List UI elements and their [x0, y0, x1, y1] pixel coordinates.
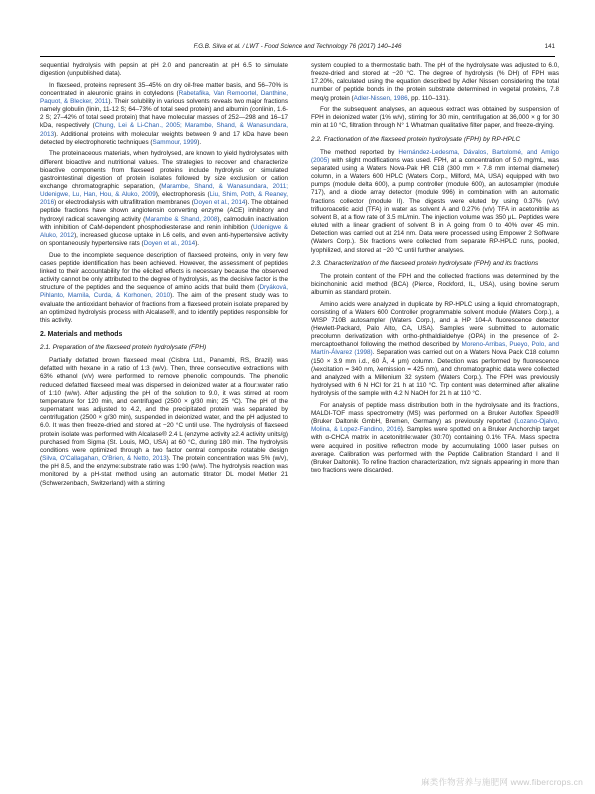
citation-link[interactable]: Sammour, 1999 — [152, 138, 198, 146]
paragraph — [311, 62, 559, 103]
paragraph — [40, 82, 288, 147]
text: ), increased glucose uptake in L6 cells, and even anti-hypertensive activity on spontaneously hypertensive rats ( — [40, 231, 288, 248]
paragraph — [40, 252, 288, 325]
text: ), calmodulin inactivation with inhibition of CaM-dependent phosphodiesterase and renin inhibition ( — [40, 215, 289, 231]
citation-link[interactable]: Doyen et al., 2014 — [193, 199, 246, 207]
paragraph — [311, 149, 559, 255]
text: . Separation was carried out on a Waters Nova Pack C18 column (150 × 3.9 mm i.d., 60 Å, 4 μm) column. Detection was performed by fluorescence (λexcitation = 340 nm, λemission = 425 nm), and chromatographic data were collected and analyzed with a Millenium 32 system (Waters Corp.). The FPH was previously hydrolysed with 6 N HCl for 21 h at 110 °C. Trp content was determined after alkaline hydrolysis of the sample with 4.2 N NaOH for 21 h at 110 °C. — [311, 349, 560, 398]
citation-link[interactable]: Rabetafika, Van Remoortel, Danthine, Paquot, & Blecker, 2011 — [40, 89, 288, 106]
text: The proteinaceous materials, when hydrolysed, are known to yield hydrolysates with different bioactive and nutritional values. The strategies to recover and characterize bioactive components from flaxseed proteins include hydrolysis or simulated gastrointestinal digestion of protein isolates followed by size exclusion or cation exchange chromatographic separation, ( — [40, 150, 288, 190]
running-header — [40, 43, 555, 55]
text: , pp. 110–131). — [407, 94, 450, 102]
text: For the subsequent analyses, an aqueous extract was obtained by suspension of FPH in deionized water (1% w/v), stirring for 30 min, centrifugation at 36,000 × g for 30 min at 10 °C, filtration through N° 1 Whatman qualitative filter paper, and freeze-drying. — [311, 106, 559, 130]
header-rule — [40, 56, 555, 57]
text: ) or electrodialysis with ultrafiltration membranes ( — [54, 199, 194, 207]
text: ), electrophoresis ( — [155, 191, 210, 199]
text: The method reported by — [320, 148, 399, 156]
text: ). The aim of the present study was to evaluate the antioxidant behavior of fractions from a flaxseed protein isolate prepared by an optimized hydrolysis process with Alcalase®, and to identify peptides responsible for this activity. — [40, 292, 288, 324]
text: In flaxseed, proteins represent 35–45% on dry oil-free matter basis, and 56–70% is concentrated in aleuronic grains in cotyledons ( — [40, 81, 288, 97]
paragraph — [40, 357, 288, 488]
subsection-heading: 2.2. Fractionation of the flaxseed protein hydrolysate (FPH) by RP-HPLC — [311, 135, 521, 143]
right-column — [311, 62, 559, 479]
paragraph — [40, 62, 288, 78]
text: ). Samples were spotted on a Bruker Anchorchip target with α-CHCA matrix in acetonitrile:water (30:70) containing 0.1% TFA. Mass spectra were acquired in positive reflectron mode by accumulating 1000 laser pulses on average. Calibration was performed with the Peptide Calibration Standard I and II (Bruker Daltonik). To refine fraction characterization, m/z signals appearing in more than two fractions were discarded. — [311, 426, 559, 475]
text: Amino acids were analyzed in duplicate by RP-HPLC using a liquid chromatograph, consisting of a Waters 600 Controller programmable solvent module (Waters Corp.), a WISP 710B autosampler (Waters Corp.), and a HP 104-A fluorescence detector (Hewlett-Packard, Palo Alto, CA, USA). Samples were submitted to automatic precolumn derivatization with ortho-phthaldialdehye (OPA) in the presence of 2-mercaptoethanol following the method described by — [311, 300, 559, 349]
text: Partially defatted brown flaxseed meal (Cisbra Ltd., Panambi, RS, Brazil) was defatted with hexane in a ratio of 1:3 (w/v). Then, three consecutive extractions with 63% ethanol (v/v) were performed to remove phenolic compounds. The phenolic reduced defatted flaxseed meal was dispersed in deionized water at a flour:water ratio of 1:10 (w/w). After adjusting the pH of the solution to 9.0, it was stirred at room temperature for 120 min, and centrifuged (2500 × g/30 min; 25 °C). The pH of the supernatant was adjusted to 4.2, and the precipitated protein was separated by centrifugation (2500 × g/30 min), suspended in deionized water, and the pH adjusted to 6.0. It was then freeze-dried and stored at −20 °C until use. The hydrolysis of flaxseed protein isolate was performed with Alcalase® 2.4 L (enzyme activity ≥2.4 activity units/g) purchased from Sigma (St. Louis, MO, USA) at 60 °C, during 180 min. The hydrolysis conditions were optimized through a two factor central composite rotatable design ( — [40, 357, 288, 463]
text: ). — [195, 240, 200, 248]
citation-link[interactable]: Udenigwe & Aluko, 2012 — [40, 223, 288, 239]
text: The protein content of the FPH and the collected fractions was determined by the bicinchoninic acid method (BCA) (Pierce, Rockford, IL, USA), using bovine serum albumin as standard protein. — [311, 272, 559, 296]
text: ). The protein concentration was 5% (w/v), the pH 8.5, and the enzyme:substrate ratio was 1:90 (w/w). The hydrolysis reaction was monitored by a pH-stat method using an automatic titrator DL model Metler 21 (Schwerzenbach, Switzerland) with a stirring — [40, 455, 288, 487]
citation-link[interactable]: Chung, Lei & Li-Chan., 2005; Marambe, Shand, & Wanasundara, 2013 — [40, 122, 288, 138]
subsection-heading: 2.3. Characterization of the flaxseed protein hydrolysate (FPH) and its fractions — [311, 259, 539, 267]
text: ). Their solubility in various solvents reveals two major fractions namely globulin (linin, 11-12 S; 64–73% of total seed protein) and albumin (conlinin, 1.6-2 S; 27–42% of total seed protein) that have molecular masses of 252—298 and 16–17 kDa, respectively ( — [40, 98, 288, 130]
text: with slight modifications was used. FPH, at a concentration of 5.0 mg/mL, was separated using a Waters Nova-Pak HR C18 (300 mm × 7.8 mm internal diameter) column, in a Waters 600 HPLC (Waters Corp., Milford, MA, USA) equipped with two pumps (module delta 600), a pump controller (module 600), an autosampler (module 717), and a diode array detector (module 996) in combination with an automatic fractions collector (module II). The digests were eluted by using 0.37% (v/v) trifluoroacetic acid (TFA) in water as solvent A and 0.27% (v/v) TFA in acetonitrile as solvent B, at a flow rate of 3.5 mL/min. The injection volume was 350 μL. Peptides were eluted with a linear gradient of solvent B in A going from 0 to 40% over 45 min. Detection was carried out at 214 nm. Data were processed using Empower 2 Software (Waters Corp.). Six fractions were collected from separate RP-HPLC runs, pooled, lyophilized, and stored at −20 °C until further analyses. — [311, 156, 559, 254]
paragraph — [311, 106, 559, 130]
paragraph — [311, 301, 559, 399]
text: ). — [197, 138, 202, 146]
paragraph — [40, 150, 288, 248]
citation-link[interactable]: Adler-Nissen, 1986 — [353, 94, 408, 102]
section-heading: 2. Materials and methods — [40, 331, 123, 339]
citation-link[interactable]: Marambe & Shand, 2008 — [145, 215, 218, 223]
text: ). Additional proteins with molecular weights between 9 and 17 kDa have been detected by electrophoretic techniques ( — [40, 130, 288, 146]
text: sequential hydrolysis with pepsin at pH 2.0 and pancreatin at pH 6.5 to simulate digestion (unpublished data). — [40, 62, 288, 78]
citation-link[interactable]: Dryáková, Pihlanto, Marnila, Curda, & Korhonen, 2010 — [40, 284, 288, 300]
subsection-heading: 2.1. Preparation of the flaxseed protein hydrolysate (FPH) — [40, 344, 207, 352]
citation-link[interactable]: Moreno-Arribas, Pueyo, Polo, and Martín-Álvarez (1998) — [311, 341, 560, 357]
page-number: 141 — [544, 43, 555, 50]
text: system coupled to a thermostatic bath. The pH of the hydrolysate was adjusted to 6.0, freeze-dried and stored at −20 °C. The degree of hydrolysis (% DH) of FPH was 17.20%, calculated using the equation described by Adler Nissen considering the total number of peptide bonds in the protein substrate determined in vegetal proteins, 7.8 meq/g protein ( — [311, 62, 559, 102]
watermark: 麻类作物营养与施肥网 www.fibercrops.cn — [421, 777, 583, 787]
text: For analysis of peptide mass distribution both in the hydrolysate and its fractions, MALDI-TOF mass spectrometry (MS) was performed on a Bruker Autoflex Speed® (Bruker Daltonik GmbH, Bremen, Germany) as previously reported ( — [311, 401, 559, 426]
text: Due to the incomplete sequence description of flaxseed proteins, only in very few cases peptide identification has been achieved. However, the assessment of peptides linked to their accountability for the elicited effects is necessary because the observed activity cannot be only attributed to the degree of hydrolysis, as the decisive factor is the structure of the peptides and the sequence of amino acids that build them ( — [40, 251, 288, 292]
citation-link[interactable]: Liu, Shim, Poth, & Reaney, 2016 — [40, 191, 288, 207]
paragraph — [311, 402, 559, 475]
citation-link[interactable]: Marambe, Shand, & Wanasundara, 2011; Udenigwe, Lu, Han, Hou, & Aluko, 2009 — [40, 182, 288, 199]
left-column — [40, 62, 288, 491]
citation-link[interactable]: Hernández-Ledesma, Dávalos, Bartolomé, and Amigo (2005) — [311, 148, 559, 164]
citation-link[interactable]: Silva, O'Callagahan, O'Brien, & Netto, 2013 — [42, 455, 167, 463]
citation-link[interactable]: Doyen et al., 2014 — [143, 240, 196, 248]
paragraph — [311, 273, 559, 297]
running-title: F.G.B. Silva et al. / LWT - Food Science and Technology 76 (2017) 140–146 — [193, 43, 402, 50]
text: ). The obtained peptide fractions have shown angiotensin converting enzyme (ACE) inhibitory and hydroxyl radical scavenging activity ( — [40, 199, 289, 223]
citation-link[interactable]: Lozano-Ojalvo, Molina, & Lopez-Fandino, 2016 — [311, 418, 559, 434]
